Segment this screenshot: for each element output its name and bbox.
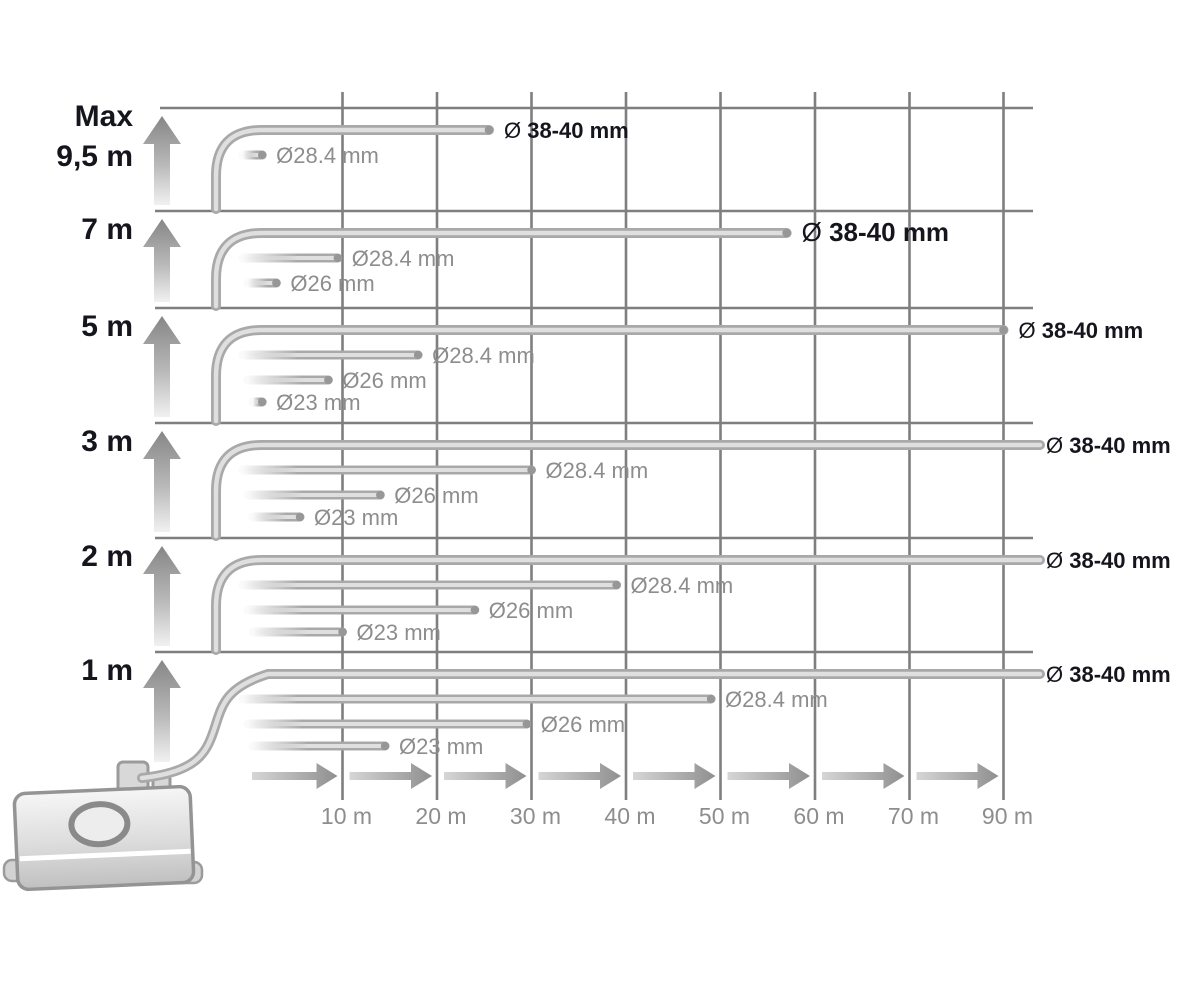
pipe-38-40 bbox=[216, 130, 489, 209]
axis-arrow-icon bbox=[444, 763, 527, 789]
lift-arrow-icon bbox=[143, 316, 181, 417]
lift-arrow-icon bbox=[143, 116, 181, 205]
axis-tick-label: 90 m bbox=[981, 803, 1034, 829]
chart-row bbox=[81, 213, 949, 306]
pipe-label: Ø 38-40 mm bbox=[1046, 662, 1171, 687]
axis-tick-label: 70 m bbox=[887, 803, 940, 829]
axis-arrow-icon bbox=[252, 763, 338, 789]
pipe-highlight bbox=[216, 130, 489, 209]
chart-row bbox=[81, 310, 1143, 421]
pipe-label: Ø26 mm bbox=[342, 368, 427, 393]
pipe-end-cap bbox=[381, 742, 389, 750]
pipe-end-cap bbox=[324, 376, 332, 384]
pipe-end-cap bbox=[376, 491, 384, 499]
pipe-label: Ø28.4 mm bbox=[276, 143, 379, 168]
lift-label: 1 m bbox=[81, 654, 133, 687]
pipe-end-cap bbox=[414, 351, 422, 359]
pipe-label: Ø23 mm bbox=[399, 734, 484, 759]
axis-arrow-icon bbox=[917, 763, 999, 789]
pipe-label: Ø23 mm bbox=[356, 620, 441, 645]
pipe-label: Ø23 mm bbox=[313, 505, 399, 530]
pipe-end-cap bbox=[612, 581, 620, 589]
pipe-label: Ø28.4 mm bbox=[432, 343, 535, 368]
pump-illustration bbox=[4, 762, 202, 890]
axis-arrow-icon bbox=[633, 763, 716, 789]
lift-label: Max 9,5 m bbox=[56, 100, 133, 173]
axis-tick-label: 50 m bbox=[698, 803, 751, 829]
pipe-label: Ø28.4 mm bbox=[630, 573, 734, 598]
pipe-end-cap bbox=[334, 254, 342, 262]
pipe-label: Ø26 mm bbox=[394, 483, 479, 508]
axis-arrow-icon bbox=[350, 763, 433, 789]
pipe-end-cap bbox=[782, 229, 791, 238]
pipe-label: Ø 38-40 mm bbox=[1046, 433, 1171, 458]
pipe-label: Ø28.4 mm bbox=[725, 687, 828, 712]
pipe-end-cap bbox=[258, 151, 266, 159]
pipe-label: Ø 38-40 mm bbox=[503, 118, 629, 143]
axis-arrow-icon bbox=[728, 763, 811, 789]
lift-arrow-icon bbox=[143, 660, 181, 762]
pipe-end-cap bbox=[999, 326, 1008, 335]
pipe-end-cap bbox=[485, 126, 494, 135]
lift-arrow-icon bbox=[143, 219, 181, 302]
pipe-end-cap bbox=[272, 279, 280, 287]
pipe-label: Ø 38-40 mm bbox=[801, 217, 950, 247]
lift-label: 7 m bbox=[81, 213, 133, 246]
pipe-label: Ø 38-40 mm bbox=[1018, 318, 1144, 343]
axis-arrow-icon bbox=[822, 763, 905, 789]
pipe-label: Ø26 mm bbox=[488, 598, 574, 623]
pipe-label: Ø26 mm bbox=[540, 712, 626, 737]
pipe-end-cap bbox=[471, 606, 479, 614]
axis-tick-label: 30 m bbox=[509, 803, 562, 829]
lift-arrow-icon bbox=[143, 431, 181, 532]
pipe-label: Ø28.4 mm bbox=[351, 246, 455, 271]
pipe-end-cap bbox=[296, 513, 304, 521]
axis-arrow-icon bbox=[539, 763, 622, 789]
pipe-end-cap bbox=[523, 720, 531, 728]
pipe-end-cap bbox=[707, 695, 715, 703]
axis-tick-label: 40 m bbox=[604, 803, 656, 829]
lift-label: 2 m bbox=[81, 540, 133, 573]
lift-label: 3 m bbox=[81, 425, 133, 458]
x-axis bbox=[252, 763, 1033, 829]
pump-inlet-oval bbox=[71, 803, 129, 845]
pipe-label: Ø26 mm bbox=[290, 271, 375, 296]
pipe-end-cap bbox=[527, 466, 535, 474]
axis-tick-label: 20 m bbox=[415, 803, 467, 829]
lift-label: 5 m bbox=[81, 310, 133, 343]
axis-tick-label: 10 m bbox=[320, 803, 373, 829]
axis-tick-label: 60 m bbox=[793, 803, 845, 829]
pipe-label: Ø 38-40 mm bbox=[1046, 548, 1171, 573]
pipe-end-cap bbox=[338, 628, 346, 636]
pipe-label: Ø28.4 mm bbox=[545, 458, 649, 483]
lift-arrow-icon bbox=[143, 546, 181, 646]
pipe-end-cap bbox=[258, 398, 266, 406]
pipe-label: Ø23 mm bbox=[276, 390, 361, 415]
